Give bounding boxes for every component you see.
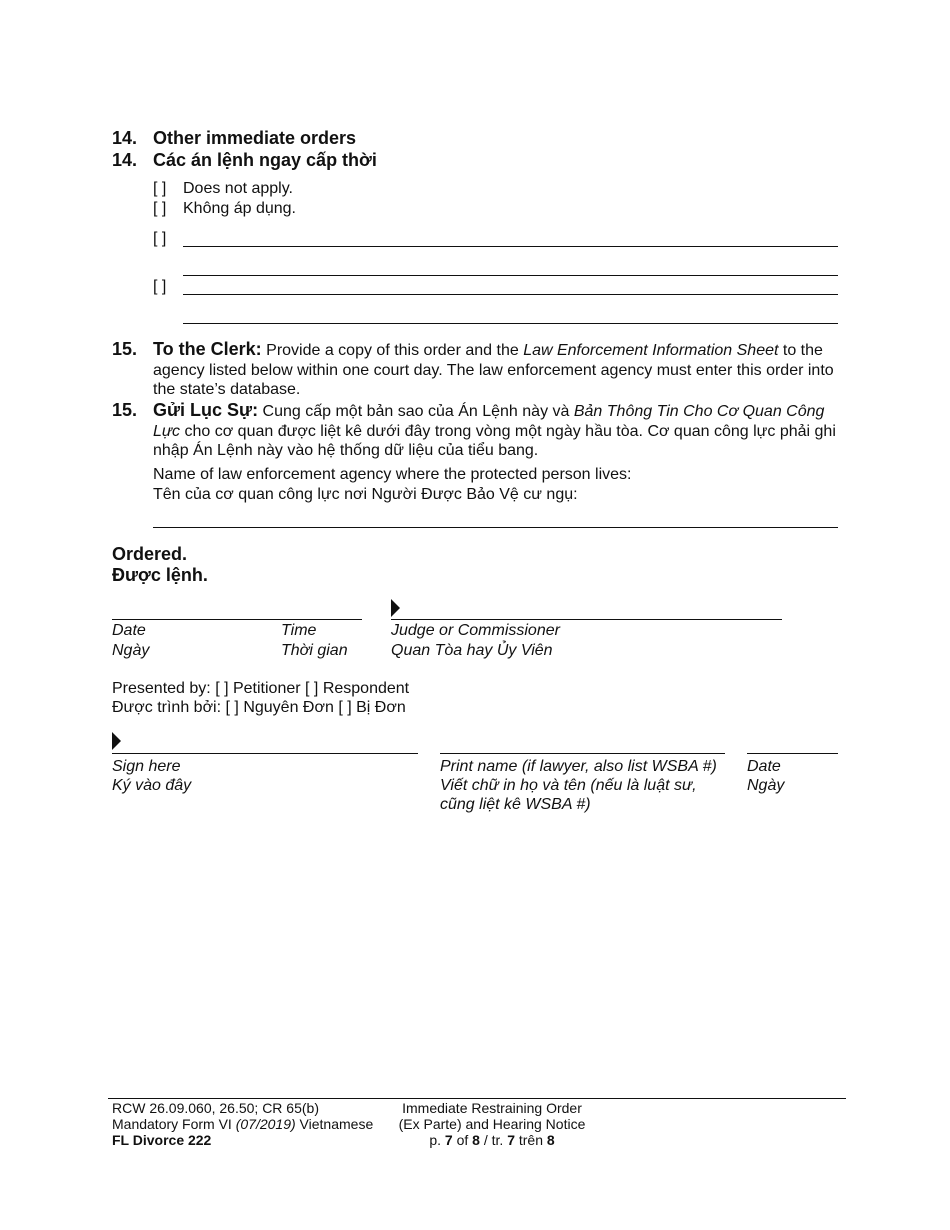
agency-label-vi: Tên của cơ quan công lực nơi Người Được Bảo Vệ cư ngụ: xyxy=(153,486,578,503)
law-enforcement-sheet-title-vi: Bản Thông Tin Cho Cơ Quan Công Lực xyxy=(153,403,825,440)
page-of-vi: trên xyxy=(518,1132,543,1148)
section-15-text-en xyxy=(153,340,838,400)
other-order-1-line[interactable] xyxy=(183,246,838,247)
footer-divider xyxy=(108,1098,846,1099)
footer-form-date: (07/2019) xyxy=(235,1116,296,1132)
section-15-text-vi xyxy=(153,401,843,461)
clerk-text-en-1: Provide a copy of this order and the xyxy=(266,342,519,359)
signature-arrow-icon xyxy=(391,599,400,617)
presenter-date-line[interactable] xyxy=(747,753,838,754)
page-prefix: p. xyxy=(429,1132,441,1148)
other-order-2-line[interactable] xyxy=(183,294,838,295)
agency-label-en: Name of law enforcement agency where the protected person lives: xyxy=(153,466,632,483)
other-order-2-checkbox[interactable]: [ ] xyxy=(153,278,167,295)
agency-name-line[interactable] xyxy=(153,527,838,528)
presenter-signature-line[interactable] xyxy=(112,753,418,754)
clerk-text-vi-1: Cung cấp một bản sao của Án Lệnh này và xyxy=(262,403,570,420)
print-name-line[interactable] xyxy=(440,753,725,754)
page-current: 7 xyxy=(444,1132,453,1148)
section-15-number-vi: 15. xyxy=(112,400,138,420)
page-separator: / tr. xyxy=(483,1132,504,1148)
footer-form-line xyxy=(112,1116,373,1132)
sign-here-arrow-icon xyxy=(112,732,121,750)
other-order-1-line-2[interactable] xyxy=(183,275,838,276)
petitioner-label: Petitioner xyxy=(232,680,301,697)
respondent-checkbox[interactable]: [ ] xyxy=(305,680,319,697)
section-14-number-vi: 14. xyxy=(112,150,138,170)
footer-form-id: FL Divorce 222 xyxy=(112,1132,212,1148)
judge-date-label-vi: Ngày xyxy=(112,642,150,659)
page-of: of xyxy=(456,1132,469,1148)
ordered-vi: Được lệnh. xyxy=(112,565,208,585)
presenter-date-label-en: Date xyxy=(747,758,781,775)
judge-label-en: Judge or Commissioner xyxy=(391,622,560,639)
print-name-label-en: Print name (if lawyer, also list WSBA #) xyxy=(440,758,717,775)
to-the-clerk-heading-vi: Gửi Lục Sự: xyxy=(153,400,259,420)
page-current-vi: 7 xyxy=(507,1132,515,1148)
respondent-checkbox-vi[interactable]: [ ] xyxy=(338,699,352,716)
ordered-en: Ordered. xyxy=(112,544,188,564)
presented-by-label: Presented by: xyxy=(112,680,211,697)
presented-by-label-vi: Được trình bởi: xyxy=(112,699,222,716)
respondent-label: Respondent xyxy=(322,680,410,697)
section-14-number: 14. xyxy=(112,128,138,148)
date-time-line[interactable] xyxy=(112,619,362,620)
page-total: 8 xyxy=(472,1132,480,1148)
petitioner-checkbox-vi[interactable]: [ ] xyxy=(225,699,239,716)
page-total-vi: 8 xyxy=(546,1132,555,1148)
footer-page-number xyxy=(382,1132,602,1148)
section-14-title-vi: Các án lệnh ngay cấp thời xyxy=(153,150,377,170)
other-order-1-checkbox[interactable]: [ ] xyxy=(153,230,167,247)
judge-date-label-en: Date xyxy=(112,622,146,639)
presented-by-en xyxy=(112,680,409,698)
presented-by-vi xyxy=(112,699,406,717)
clerk-text-en-2: to the agency listed below within one court day. The law enforcement agency must enter this order into the state’s database. xyxy=(153,342,834,398)
does-not-apply-label-vi: Không áp dụng. xyxy=(183,200,296,217)
footer-form-suffix: Vietnamese xyxy=(299,1116,374,1132)
respondent-label-vi: Bị Đơn xyxy=(356,699,406,716)
footer-form-prefix: Mandatory Form VI xyxy=(112,1116,232,1132)
petitioner-checkbox[interactable]: [ ] xyxy=(215,680,229,697)
other-order-2-line-2[interactable] xyxy=(183,323,838,324)
time-label-en: Time xyxy=(281,622,317,639)
section-15-number: 15. xyxy=(112,339,138,359)
footer-statute: RCW 26.09.060, 26.50; CR 65(b) xyxy=(112,1100,319,1116)
judge-signature-line[interactable] xyxy=(391,619,782,620)
clerk-text-vi-2: cho cơ quan được liệt kê dưới đây trong vòng một ngày hầu tòa. Cơ quan công lực phải ghi nhập Án Lệnh này vào hệ thống dữ liệu của tiểu bang. xyxy=(153,422,836,459)
does-not-apply-checkbox[interactable]: [ ] xyxy=(153,180,167,197)
footer-title-2: (Ex Parte) and Hearing Notice xyxy=(398,1116,586,1132)
to-the-clerk-heading: To the Clerk: xyxy=(153,339,262,359)
print-name-label-vi-1: Viết chữ in họ và tên (nếu là luật sư, xyxy=(440,777,697,794)
time-label-vi: Thời gian xyxy=(281,642,348,659)
section-14-title-en: Other immediate orders xyxy=(153,128,357,148)
judge-label-vi: Quan Tòa hay Ủy Viên xyxy=(391,642,553,659)
presenter-date-label-vi: Ngày xyxy=(747,777,785,794)
does-not-apply-checkbox-vi[interactable]: [ ] xyxy=(153,200,167,217)
does-not-apply-label-en: Does not apply. xyxy=(183,180,293,197)
footer-title-1: Immediate Restraining Order xyxy=(402,1100,582,1116)
law-enforcement-sheet-title: Law Enforcement Information Sheet xyxy=(523,342,779,359)
petitioner-label-vi: Nguyên Đơn xyxy=(243,699,334,716)
sign-here-label-vi: Ký vào đây xyxy=(112,777,192,794)
print-name-label-vi-2: cũng liệt kê WSBA #) xyxy=(440,796,591,813)
sign-here-label-en: Sign here xyxy=(112,758,181,775)
